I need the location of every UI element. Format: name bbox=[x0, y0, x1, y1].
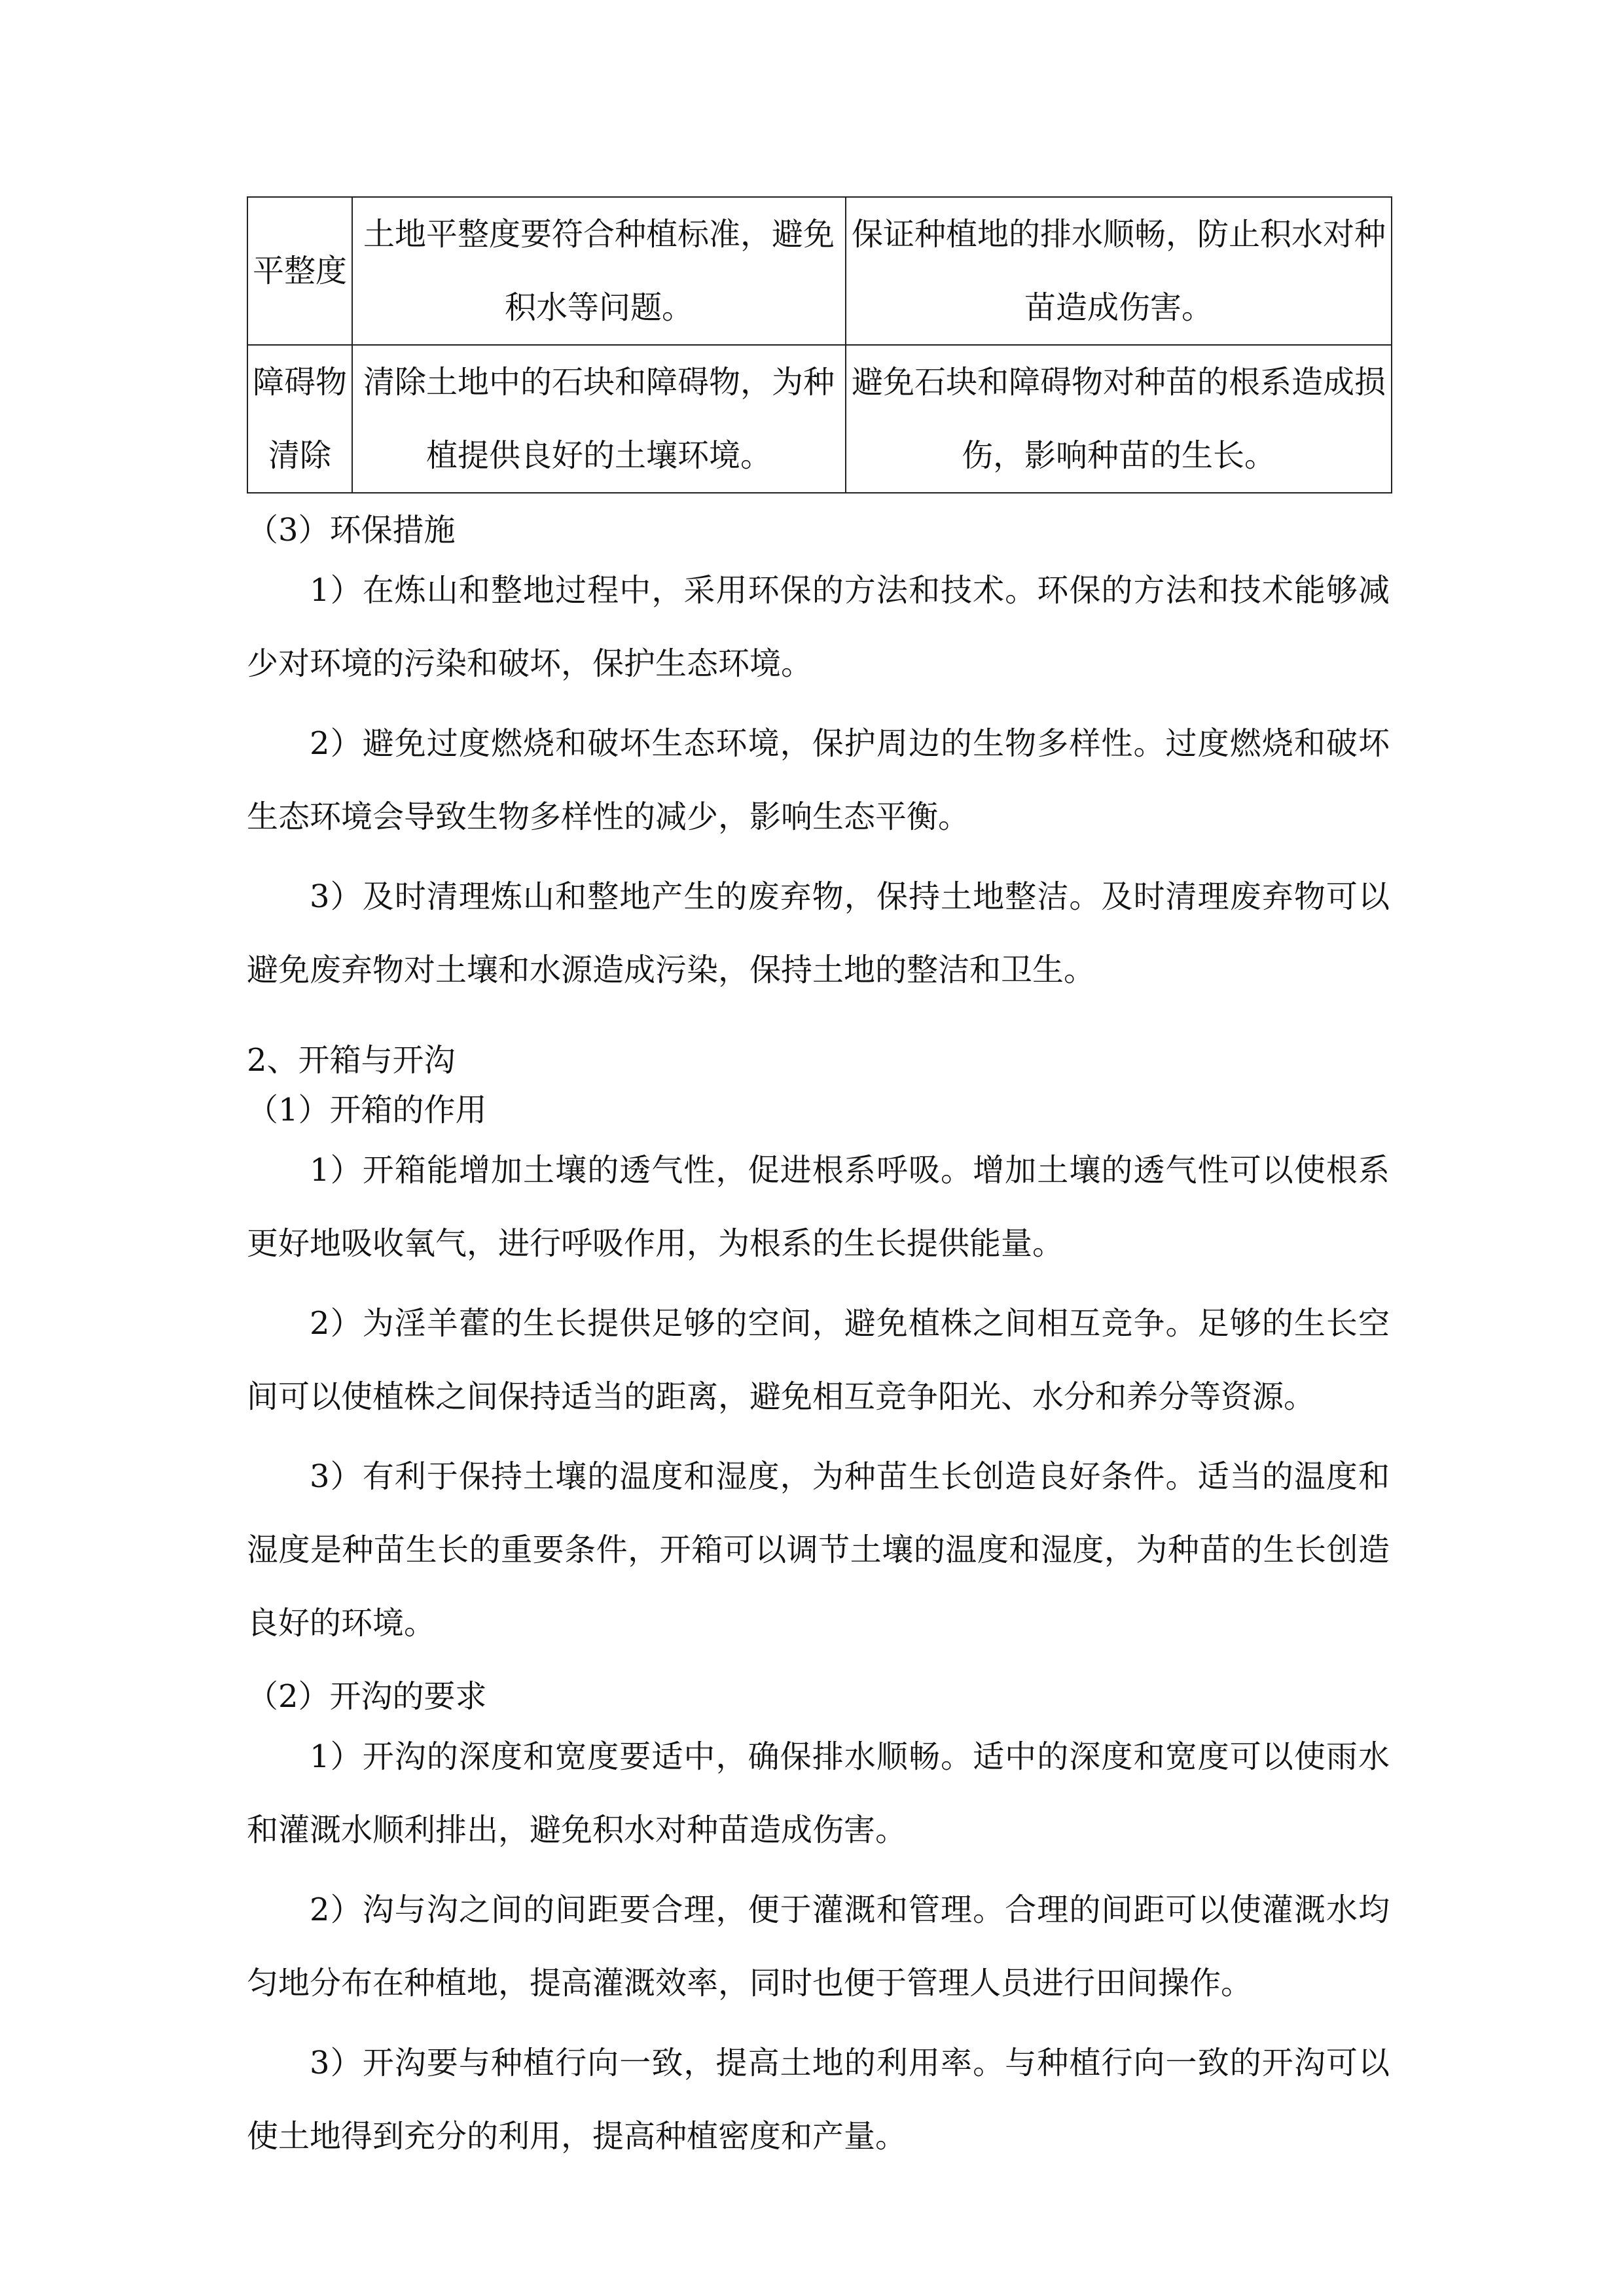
document-page bbox=[247, 196, 1390, 2173]
table-row bbox=[247, 345, 1392, 493]
table-cell-purpose: 保证种植地的排水顺畅，防止积水对种苗造成伤害。 bbox=[846, 197, 1392, 345]
section-title-env: （3）环保措施 bbox=[247, 512, 456, 548]
section-title-ditch: （2）开沟的要求 bbox=[247, 1678, 487, 1715]
table-cell-requirement: 土地平整度要符合种植标准，避免积水等问题。 bbox=[352, 197, 846, 345]
table-cell-requirement: 清除土地中的石块和障碍物，为种植提供良好的土壤环境。 bbox=[352, 345, 846, 493]
table-cell-item: 平整度 bbox=[247, 197, 352, 345]
section-heading-box-ditch: 2、开箱与开沟 bbox=[247, 1042, 456, 1079]
paragraph: 2）为淫羊藿的生长提供足够的空间，避免植株之间相互竞争。足够的生长空间可以使植株之间保持适当的距离，避免相互竞争阳光、水分和养分等资源。 bbox=[247, 1305, 1390, 1415]
paragraph: 1）在炼山和整地过程中，采用环保的方法和技术。环保的方法和技术能够减少对环境的污染和破坏，保护生态环境。 bbox=[247, 572, 1390, 682]
table-cell-item: 障碍物清除 bbox=[247, 345, 352, 493]
requirements-table bbox=[247, 196, 1392, 493]
table-row bbox=[247, 197, 1392, 345]
paragraph: 1）开箱能增加土壤的透气性，促进根系呼吸。增加土壤的透气性可以使根系更好地吸收氧气，进行呼吸作用，为根系的生长提供能量。 bbox=[247, 1152, 1390, 1262]
paragraph: 3）有利于保持土壤的温度和湿度，为种苗生长创造良好条件。适当的温度和湿度是种苗生长的重要条件，开箱可以调节土壤的温度和湿度，为种苗的生长创造良好的环境。 bbox=[247, 1458, 1390, 1641]
section-title-box: （1）开箱的作用 bbox=[247, 1092, 487, 1128]
paragraph: 2）避免过度燃烧和破坏生态环境，保护周边的生物多样性。过度燃烧和破坏生态环境会导致生物多样性的减少，影响生态平衡。 bbox=[247, 725, 1390, 835]
paragraph: 1）开沟的深度和宽度要适中，确保排水顺畅。适中的深度和宽度可以使雨水和灌溉水顺利排出，避免积水对种苗造成伤害。 bbox=[247, 1738, 1390, 1848]
paragraph: 2）沟与沟之间的间距要合理，便于灌溉和管理。合理的间距可以使灌溉水均匀地分布在种植地，提高灌溉效率，同时也便于管理人员进行田间操作。 bbox=[247, 1892, 1390, 2001]
paragraph: 3）及时清理炼山和整地产生的废弃物，保持土地整洁。及时清理废弃物可以避免废弃物对土壤和水源造成污染，保持土地的整洁和卫生。 bbox=[247, 878, 1390, 988]
paragraph: 3）开沟要与种植行向一致，提高土地的利用率。与种植行向一致的开沟可以使土地得到充分的利用，提高种植密度和产量。 bbox=[247, 2045, 1390, 2155]
table-cell-purpose: 避免石块和障碍物对种苗的根系造成损伤，影响种苗的生长。 bbox=[846, 345, 1392, 493]
